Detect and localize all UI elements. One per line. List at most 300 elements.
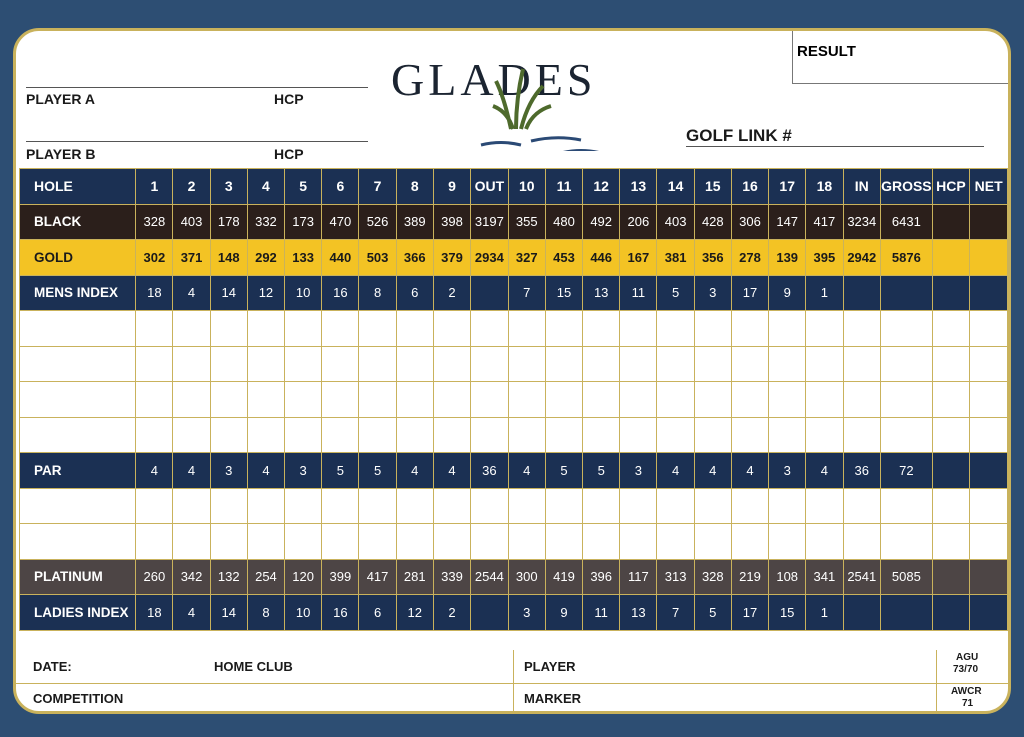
black-tee-row-cell: 417: [806, 204, 843, 240]
score-cell[interactable]: [396, 417, 433, 453]
score-cell[interactable]: [769, 417, 806, 453]
score-cell[interactable]: [210, 524, 247, 560]
score-cell[interactable]: [247, 311, 284, 347]
score-cell[interactable]: [932, 488, 970, 524]
score-cell[interactable]: [583, 488, 620, 524]
score-entry-row: [20, 346, 1008, 382]
platinum-tee-row-cell: 2541: [843, 559, 881, 595]
platinum-tee-row-cell: 341: [806, 559, 843, 595]
score-cell[interactable]: [545, 417, 582, 453]
footer-center-divider: [513, 650, 514, 714]
score-cell[interactable]: [932, 311, 970, 347]
gold-tee-row-cell: 5876: [881, 240, 933, 276]
score-cell[interactable]: [508, 488, 545, 524]
mens-index-row-cell: 13: [583, 275, 620, 311]
score-cell[interactable]: [545, 382, 582, 418]
score-cell[interactable]: [843, 417, 881, 453]
score-cell[interactable]: [620, 382, 657, 418]
player-label: PLAYER: [524, 659, 576, 674]
score-cell[interactable]: [359, 417, 396, 453]
score-cell[interactable]: [359, 382, 396, 418]
hole-row-cell: IN: [843, 169, 881, 205]
mens-index-row-cell: 3: [694, 275, 731, 311]
black-tee-row-cell: [970, 204, 1008, 240]
hole-row-cell: 4: [247, 169, 284, 205]
score-cell[interactable]: [396, 346, 433, 382]
score-cell[interactable]: [471, 346, 509, 382]
par-row-cell: 36: [843, 453, 881, 489]
score-cell[interactable]: [932, 417, 970, 453]
score-cell[interactable]: [136, 524, 173, 560]
platinum-tee-row-cell: 339: [433, 559, 470, 595]
scorecard: [13, 28, 1011, 714]
score-cell[interactable]: [843, 524, 881, 560]
mens-index-row: [20, 275, 1008, 311]
par-row-cell: 3: [210, 453, 247, 489]
ladies-index-row-cell: 2: [433, 595, 470, 631]
gold-tee-row-cell: 356: [694, 240, 731, 276]
gold-tee-row-cell: 440: [322, 240, 359, 276]
platinum-tee-row-cell: 132: [210, 559, 247, 595]
golf-link-label: GOLF LINK #: [686, 126, 792, 145]
black-tee-row-cell: 306: [731, 204, 768, 240]
black-tee-row-cell: 147: [769, 204, 806, 240]
score-cell[interactable]: [583, 346, 620, 382]
hole-row-cell: 10: [508, 169, 545, 205]
platinum-tee-row-cell: 108: [769, 559, 806, 595]
score-cell[interactable]: [285, 524, 322, 560]
ladies-index-row-cell: 14: [210, 595, 247, 631]
score-cell[interactable]: [136, 417, 173, 453]
score-cell[interactable]: [731, 311, 768, 347]
score-cell[interactable]: [881, 311, 933, 347]
footer-divider: [16, 683, 1008, 684]
ladies-index-row-cell: 9: [545, 595, 582, 631]
hole-row-cell: 7: [359, 169, 396, 205]
score-cell[interactable]: [396, 311, 433, 347]
ladies-index-row-cell: 4: [173, 595, 210, 631]
score-cell[interactable]: [657, 346, 694, 382]
score-cell[interactable]: [247, 524, 284, 560]
black-tee-row-cell: 173: [285, 204, 322, 240]
score-cell[interactable]: [970, 382, 1008, 418]
ladies-index-row-cell: 1: [806, 595, 843, 631]
score-cell[interactable]: [881, 346, 933, 382]
score-cell[interactable]: [620, 488, 657, 524]
score-cell[interactable]: [433, 417, 470, 453]
score-cell[interactable]: [970, 311, 1008, 347]
score-cell[interactable]: [806, 382, 843, 418]
black-tee-row-cell: 328: [136, 204, 173, 240]
ladies-index-row-cell: [932, 595, 970, 631]
score-cell[interactable]: [210, 488, 247, 524]
score-cell[interactable]: [471, 382, 509, 418]
hole-row-cell: 17: [769, 169, 806, 205]
score-cell[interactable]: [545, 311, 582, 347]
par-row-cell: 5: [359, 453, 396, 489]
score-cell[interactable]: [210, 417, 247, 453]
platinum-tee-row-cell: 300: [508, 559, 545, 595]
platinum-tee-row-cell: 417: [359, 559, 396, 595]
hole-row-cell: 12: [583, 169, 620, 205]
mens-index-row-cell: 9: [769, 275, 806, 311]
gold-tee-row-cell: 379: [433, 240, 470, 276]
par-row-cell: 4: [657, 453, 694, 489]
ladies-index-row-label: LADIES INDEX: [20, 595, 136, 631]
par-row: [20, 453, 1008, 489]
hole-row-cell: 18: [806, 169, 843, 205]
ladies-index-row-cell: 11: [583, 595, 620, 631]
score-cell[interactable]: [247, 417, 284, 453]
score-cell[interactable]: [433, 346, 470, 382]
score-cell[interactable]: [806, 488, 843, 524]
player-b-label: PLAYER B: [26, 146, 96, 162]
ladies-index-row-cell: 10: [285, 595, 322, 631]
score-cell[interactable]: [173, 488, 210, 524]
score-cell[interactable]: [136, 382, 173, 418]
score-cell[interactable]: [881, 382, 933, 418]
score-cell[interactable]: [545, 524, 582, 560]
mens-index-row-cell: 14: [210, 275, 247, 311]
score-cell[interactable]: [769, 346, 806, 382]
score-cell[interactable]: [970, 488, 1008, 524]
score-cell[interactable]: [806, 417, 843, 453]
score-cell[interactable]: [471, 417, 509, 453]
platinum-tee-row-cell: 117: [620, 559, 657, 595]
score-cell[interactable]: [583, 311, 620, 347]
score-cell[interactable]: [173, 417, 210, 453]
score-cell[interactable]: [508, 417, 545, 453]
player-b-line: [26, 141, 368, 142]
awcr-label: AWCR: [951, 686, 982, 697]
black-tee-row-cell: 480: [545, 204, 582, 240]
score-cell[interactable]: [932, 346, 970, 382]
score-cell[interactable]: [843, 382, 881, 418]
score-cell[interactable]: [583, 524, 620, 560]
platinum-tee-row-cell: [932, 559, 970, 595]
platinum-tee-row-cell: 399: [322, 559, 359, 595]
player-a-label: PLAYER A: [26, 91, 95, 107]
score-cell[interactable]: [657, 488, 694, 524]
ladies-index-row-cell: 17: [731, 595, 768, 631]
score-cell[interactable]: [620, 524, 657, 560]
ladies-index-row-cell: 15: [769, 595, 806, 631]
score-cell[interactable]: [657, 417, 694, 453]
score-cell[interactable]: [731, 417, 768, 453]
score-cell[interactable]: [285, 346, 322, 382]
gold-tee-row-cell: 446: [583, 240, 620, 276]
score-cell[interactable]: [285, 382, 322, 418]
black-tee-row-cell: 355: [508, 204, 545, 240]
ladies-index-row-cell: 16: [322, 595, 359, 631]
par-row-cell: 4: [508, 453, 545, 489]
score-cell[interactable]: [694, 382, 731, 418]
hole-row-cell: GROSS: [881, 169, 933, 205]
score-cell[interactable]: [173, 382, 210, 418]
mens-index-row-cell: 1: [806, 275, 843, 311]
gold-tee-row-cell: 366: [396, 240, 433, 276]
player-name-cell[interactable]: [20, 311, 136, 347]
gold-tee-row-cell: 278: [731, 240, 768, 276]
hole-row-cell: HCP: [932, 169, 970, 205]
player-b-hcp-label: HCP: [274, 146, 304, 162]
score-cell[interactable]: [359, 311, 396, 347]
score-cell[interactable]: [620, 417, 657, 453]
score-cell[interactable]: [881, 524, 933, 560]
score-cell[interactable]: [657, 382, 694, 418]
score-entry-row: [20, 417, 1008, 453]
score-cell[interactable]: [173, 311, 210, 347]
mens-index-row-cell: [881, 275, 933, 311]
score-cell[interactable]: [508, 524, 545, 560]
score-cell[interactable]: [396, 524, 433, 560]
hole-row-cell: 9: [433, 169, 470, 205]
score-cell[interactable]: [508, 382, 545, 418]
gold-tee-row-cell: [970, 240, 1008, 276]
score-cell[interactable]: [932, 382, 970, 418]
black-tee-row-cell: 398: [433, 204, 470, 240]
result-label: RESULT: [797, 43, 856, 60]
score-cell[interactable]: [285, 488, 322, 524]
score-cell[interactable]: [471, 311, 509, 347]
score-cell[interactable]: [620, 346, 657, 382]
black-tee-row-cell: 403: [657, 204, 694, 240]
score-cell[interactable]: [731, 346, 768, 382]
hole-row-cell: 11: [545, 169, 582, 205]
score-cell[interactable]: [970, 346, 1008, 382]
score-cell[interactable]: [322, 311, 359, 347]
score-cell[interactable]: [359, 346, 396, 382]
par-row-cell: 4: [731, 453, 768, 489]
score-cell[interactable]: [970, 417, 1008, 453]
mens-index-row-cell: 11: [620, 275, 657, 311]
score-cell[interactable]: [285, 311, 322, 347]
ladies-index-row-cell: 12: [396, 595, 433, 631]
score-cell[interactable]: [657, 311, 694, 347]
platinum-tee-row-cell: 120: [285, 559, 322, 595]
score-cell[interactable]: [731, 524, 768, 560]
scorecard-footer: [16, 650, 1008, 714]
marker-label: MARKER: [524, 691, 582, 706]
score-cell[interactable]: [806, 346, 843, 382]
score-cell[interactable]: [508, 346, 545, 382]
score-cell[interactable]: [210, 346, 247, 382]
platinum-tee-row-cell: 313: [657, 559, 694, 595]
score-entry-row: [20, 382, 1008, 418]
gold-tee-row-cell: [932, 240, 970, 276]
score-cell[interactable]: [881, 488, 933, 524]
ladies-index-row-cell: 3: [508, 595, 545, 631]
par-row-cell: 4: [694, 453, 731, 489]
score-cell[interactable]: [769, 524, 806, 560]
black-tee-row-cell: 3197: [471, 204, 509, 240]
par-row-cell: 4: [806, 453, 843, 489]
score-cell[interactable]: [396, 382, 433, 418]
par-row-cell: 4: [433, 453, 470, 489]
gold-tee-row-cell: 503: [359, 240, 396, 276]
score-cell[interactable]: [694, 417, 731, 453]
score-entry-row: [20, 488, 1008, 524]
footer-right-divider: [936, 650, 937, 714]
score-cell[interactable]: [769, 311, 806, 347]
hole-row: [20, 169, 1008, 205]
player-name-cell[interactable]: [20, 417, 136, 453]
black-tee-row-cell: 178: [210, 204, 247, 240]
ladies-index-row-cell: 5: [694, 595, 731, 631]
mens-index-row-cell: 4: [173, 275, 210, 311]
gold-tee-row-cell: 371: [173, 240, 210, 276]
gold-tee-row-cell: 327: [508, 240, 545, 276]
score-cell[interactable]: [471, 488, 509, 524]
score-cell[interactable]: [247, 382, 284, 418]
gold-tee-row-cell: 453: [545, 240, 582, 276]
mens-index-row-cell: [843, 275, 881, 311]
ladies-index-row-cell: [881, 595, 933, 631]
score-cell[interactable]: [136, 346, 173, 382]
player-name-cell[interactable]: [20, 488, 136, 524]
ladies-index-row-cell: [970, 595, 1008, 631]
hole-row-cell: NET: [970, 169, 1008, 205]
gold-tee-row-cell: 133: [285, 240, 322, 276]
score-cell[interactable]: [731, 382, 768, 418]
score-cell[interactable]: [322, 524, 359, 560]
score-cell[interactable]: [881, 417, 933, 453]
score-cell[interactable]: [322, 417, 359, 453]
score-cell[interactable]: [396, 488, 433, 524]
platinum-tee-row-cell: [970, 559, 1008, 595]
player-a-line: [26, 87, 368, 88]
score-cell[interactable]: [210, 382, 247, 418]
score-cell[interactable]: [545, 346, 582, 382]
score-cell[interactable]: [359, 524, 396, 560]
score-cell[interactable]: [433, 311, 470, 347]
score-cell[interactable]: [620, 311, 657, 347]
gold-tee-row-cell: 395: [806, 240, 843, 276]
par-row-cell: 4: [136, 453, 173, 489]
gold-tee-row-label: GOLD: [20, 240, 136, 276]
mens-index-row-cell: 17: [731, 275, 768, 311]
score-cell[interactable]: [247, 346, 284, 382]
score-cell[interactable]: [769, 488, 806, 524]
ladies-index-row-cell: 13: [620, 595, 657, 631]
score-cell[interactable]: [843, 488, 881, 524]
agu-value: 73/70: [953, 664, 979, 675]
golf-link-line: [686, 146, 984, 147]
score-cell[interactable]: [136, 311, 173, 347]
score-cell[interactable]: [769, 382, 806, 418]
black-tee-row-cell: 3234: [843, 204, 881, 240]
hole-row-cell: 14: [657, 169, 694, 205]
score-cell[interactable]: [322, 382, 359, 418]
player-name-cell[interactable]: [20, 346, 136, 382]
par-row-cell: 5: [545, 453, 582, 489]
score-cell[interactable]: [843, 346, 881, 382]
score-cell[interactable]: [433, 524, 470, 560]
home-club-label: HOME CLUB: [214, 659, 293, 674]
ladies-index-row: [20, 595, 1008, 631]
black-tee-row-cell: 526: [359, 204, 396, 240]
score-cell[interactable]: [970, 524, 1008, 560]
score-cell[interactable]: [694, 524, 731, 560]
score-cell[interactable]: [471, 524, 509, 560]
score-cell[interactable]: [806, 311, 843, 347]
score-cell[interactable]: [694, 488, 731, 524]
score-cell[interactable]: [247, 488, 284, 524]
mens-index-row-cell: 5: [657, 275, 694, 311]
black-tee-row-cell: 6431: [881, 204, 933, 240]
score-cell[interactable]: [322, 346, 359, 382]
score-cell[interactable]: [583, 382, 620, 418]
mens-index-row-cell: 16: [322, 275, 359, 311]
reed-logo-icon: [471, 61, 631, 151]
ladies-index-row-cell: [471, 595, 509, 631]
score-cell[interactable]: [694, 311, 731, 347]
black-tee-row-cell: 403: [173, 204, 210, 240]
player-name-cell[interactable]: [20, 382, 136, 418]
player-a-hcp-label: HCP: [274, 91, 304, 107]
score-cell[interactable]: [173, 346, 210, 382]
gold-tee-row-cell: 292: [247, 240, 284, 276]
score-cell[interactable]: [322, 488, 359, 524]
score-cell[interactable]: [508, 311, 545, 347]
glades-logo-text: GLADES: [391, 54, 597, 105]
mens-index-row-cell: 8: [359, 275, 396, 311]
black-tee-row-cell: 332: [247, 204, 284, 240]
black-tee-row-cell: 206: [620, 204, 657, 240]
gold-tee-row-cell: 148: [210, 240, 247, 276]
score-cell[interactable]: [932, 524, 970, 560]
score-cell[interactable]: [694, 346, 731, 382]
score-cell[interactable]: [583, 417, 620, 453]
score-cell[interactable]: [433, 488, 470, 524]
par-row-cell: 3: [769, 453, 806, 489]
score-cell[interactable]: [731, 488, 768, 524]
result-box[interactable]: [792, 31, 1011, 84]
score-table: [19, 168, 1008, 631]
mens-index-row-label: MENS INDEX: [20, 275, 136, 311]
hole-row-cell: 5: [285, 169, 322, 205]
black-tee-row-cell: 492: [583, 204, 620, 240]
par-row-cell: 4: [396, 453, 433, 489]
platinum-tee-row-cell: 254: [247, 559, 284, 595]
score-cell[interactable]: [806, 524, 843, 560]
score-cell[interactable]: [657, 524, 694, 560]
gold-tee-row-cell: 139: [769, 240, 806, 276]
score-cell[interactable]: [359, 488, 396, 524]
score-cell[interactable]: [433, 382, 470, 418]
mens-index-row-cell: 7: [508, 275, 545, 311]
player-name-cell[interactable]: [20, 524, 136, 560]
score-cell[interactable]: [210, 311, 247, 347]
score-cell[interactable]: [545, 488, 582, 524]
black-tee-row-cell: [932, 204, 970, 240]
awcr-value: 71: [962, 698, 974, 709]
score-cell[interactable]: [136, 488, 173, 524]
platinum-tee-row-cell: 396: [583, 559, 620, 595]
gold-tee-row-cell: 381: [657, 240, 694, 276]
score-cell[interactable]: [285, 417, 322, 453]
score-cell[interactable]: [173, 524, 210, 560]
platinum-tee-row-cell: 281: [396, 559, 433, 595]
par-row-cell: 36: [471, 453, 509, 489]
ladies-index-row-cell: 18: [136, 595, 173, 631]
hole-row-cell: 3: [210, 169, 247, 205]
mens-index-row-cell: 6: [396, 275, 433, 311]
par-row-cell: 3: [285, 453, 322, 489]
scorecard-header: [16, 31, 1008, 170]
score-entry-row: [20, 524, 1008, 560]
score-cell[interactable]: [843, 311, 881, 347]
